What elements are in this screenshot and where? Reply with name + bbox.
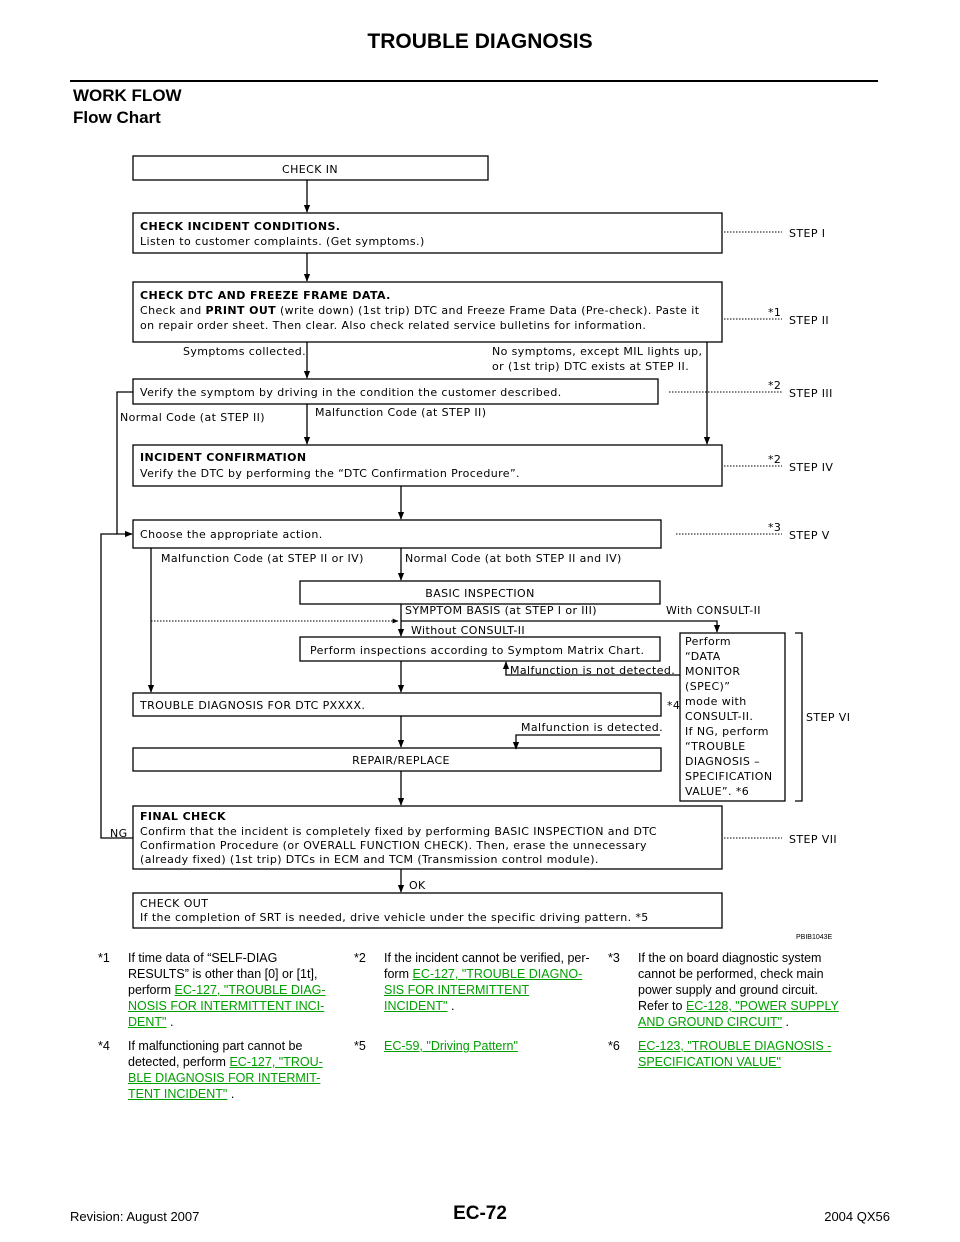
step-ii-label: STEP II [789,314,830,327]
footnote-6-link[interactable]: SPECIFICATION VALUE" [638,1055,781,1069]
normal-code-both-label: Normal Code (at both STEP II and IV) [405,552,622,565]
step2-title: CHECK DTC AND FREEZE FRAME DATA. [140,289,391,302]
incident-title: INCIDENT CONFIRMATION [140,451,307,464]
perform-line: CONSULT-II. [685,710,754,723]
perform-line: Perform [685,635,731,648]
note-ref-3: *3 [768,521,782,534]
footnote-2-link[interactable]: EC-127, "TROUBLE DIAGNO- [412,967,583,981]
footer-page-number: EC-72 [453,1203,507,1224]
note-ref-2a: *2 [768,379,782,392]
no-symptoms-line2: or (1st trip) DTC exists at STEP II. [492,360,690,373]
step-iii-label: STEP III [789,387,833,400]
note-ref-2b: *2 [768,453,782,466]
symptom-basis-label: SYMPTOM BASIS (at STEP I or III) [405,604,597,617]
figure-id: PBIB1043E [796,934,833,941]
note-ref-4: *4 [667,699,681,712]
perform-line: MONITOR [685,665,741,678]
matrix-label: Perform inspections according to Symptom Matrix Chart. [310,644,645,657]
step-vi-label: STEP VI [806,711,851,724]
check-out-title: CHECK OUT [140,897,209,910]
final-title: FINAL CHECK [140,810,226,823]
footnote-2-link[interactable]: SIS FOR INTERMITTENT [384,983,530,997]
step-v-label: STEP V [789,529,830,542]
basic-inspection-label: BASIC INSPECTION [425,587,535,600]
ng-label: NG [110,827,128,840]
perform-line: mode with [685,695,747,708]
final-line3: (already fixed) (1st trip) DTCs in ECM and TCM (Transmission control module). [140,853,599,866]
section-subtitle: Flow Chart [73,108,161,127]
step-i-label: STEP I [789,227,826,240]
step-vii-label: STEP VII [789,833,837,846]
step2-line2: on repair order sheet. Then clear. Also check related service bulletins for information. [140,319,647,332]
incident-text: Verify the DTC by performing the “DTC Confirmation Procedure”. [140,467,520,480]
footnote-4-link[interactable]: TENT INCIDENT" [128,1087,228,1101]
section-title: WORK FLOW [73,86,182,105]
perform-line: DIAGNOSIS – [685,755,761,768]
perform-line: “DATA [685,650,721,663]
footnote-4-link[interactable]: EC-127, "TROU- [229,1055,323,1069]
malf-not-detected-label: Malfunction is not detected. [510,664,676,677]
no-symptoms-line1: No symptoms, except MIL lights up, [492,345,703,358]
with-consult-label: With CONSULT-II [666,604,761,617]
footnote-6-link[interactable]: EC-123, "TROUBLE DIAGNOSIS - [638,1039,832,1053]
perform-line: (SPEC)” [685,680,731,693]
footer-revision: Revision: August 2007 [70,1209,200,1224]
symptoms-collected-label: Symptoms collected. [183,345,307,358]
step1-text: Listen to customer complaints. (Get symptoms.) [140,235,425,248]
normal-code-step2-label: Normal Code (at STEP II) [120,411,265,424]
footnote-2-link[interactable]: INCIDENT" [384,999,448,1013]
footnote-1-link[interactable]: NOSIS FOR INTERMITTENT INCI- [128,999,325,1013]
verify-label: Verify the symptom by driving in the condition the customer described. [140,386,562,399]
final-line1: Confirm that the incident is completely fixed by performing BASIC INSPECTION and DTC [140,825,657,838]
malfunction-code-2-4-label: Malfunction Code (at STEP II or IV) [161,552,364,565]
perform-line: VALUE”. *6 [685,785,750,798]
page-title: TROUBLE DIAGNOSIS [367,30,593,53]
malf-detected-label: Malfunction is detected. [521,721,664,734]
perform-line: SPECIFICATION [685,770,773,783]
malfunction-code-step2-label: Malfunction Code (at STEP II) [315,406,487,419]
footnote-1-link[interactable]: DENT" [128,1015,167,1029]
step2-line1: Check and PRINT OUT (write down) (1st trip) DTC and Freeze Frame Data (Pre-check). Paste it [140,304,700,317]
footnote-4-link[interactable]: BLE DIAGNOSIS FOR INTERMIT- [128,1071,321,1085]
without-consult-label: Without CONSULT-II [411,624,526,637]
footnote-1-link[interactable]: EC-127, "TROUBLE DIAG- [174,983,326,997]
step1-title: CHECK INCIDENT CONDITIONS. [140,220,341,233]
footnote-3-link[interactable]: EC-128, "POWER SUPPLY [685,999,839,1013]
check-out-text: If the completion of SRT is needed, drive vehicle under the specific driving pattern. *5 [140,911,649,924]
check-in-label: CHECK IN [282,163,338,176]
choose-label: Choose the appropriate action. [140,528,323,541]
footnote-5-link[interactable]: EC-59, "Driving Pattern" [384,1039,518,1053]
repair-label: REPAIR/REPLACE [352,754,450,767]
trouble-dtc-label: TROUBLE DIAGNOSIS FOR DTC PXXXX. [140,699,366,712]
perform-line: If NG, perform [685,725,769,738]
perform-line: “TROUBLE [685,740,746,753]
step-iv-label: STEP IV [789,461,834,474]
footnote-3-link[interactable]: AND GROUND CIRCUIT" [638,1015,783,1029]
note-ref-1: *1 [768,306,782,319]
ok-label: OK [409,879,426,892]
footer-model: 2004 QX56 [824,1209,890,1224]
final-line2: Confirmation Procedure (or OVERALL FUNCTION CHECK). Then, erase the unnecessary [140,839,647,852]
